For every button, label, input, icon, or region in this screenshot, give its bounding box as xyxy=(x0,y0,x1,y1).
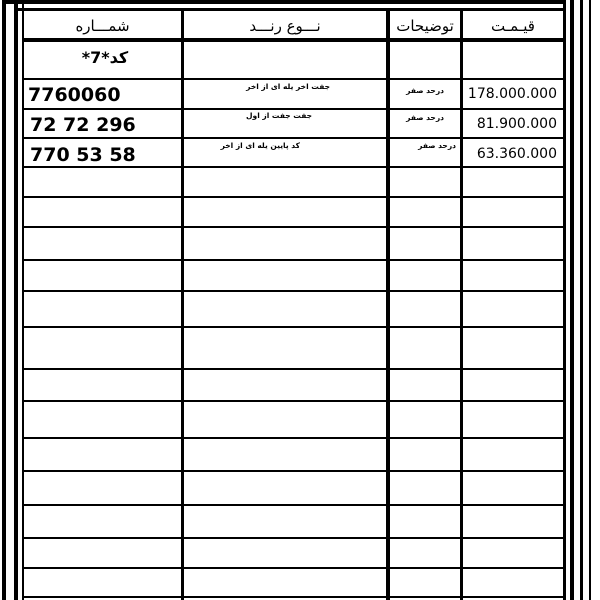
frame-top xyxy=(2,0,563,4)
header-number: شمـــاره xyxy=(75,17,130,35)
row-line xyxy=(22,537,563,539)
frame-right-1 xyxy=(563,0,566,600)
frame-right-3 xyxy=(580,0,583,600)
row-line xyxy=(22,470,563,472)
row-line xyxy=(22,368,563,370)
row-2-description: درحد صفر xyxy=(406,113,444,122)
code-label: کد*7* xyxy=(81,48,129,67)
row-3-price: 63.360.000 xyxy=(476,146,557,162)
row-line xyxy=(22,596,563,598)
col-sep-1 xyxy=(181,10,184,600)
row-line xyxy=(22,166,563,168)
row-line xyxy=(22,259,563,261)
row-line xyxy=(22,504,563,506)
row-2-number: 72 72 296 xyxy=(30,114,136,136)
row-1-price: 178.000.000 xyxy=(467,86,557,102)
row-line xyxy=(22,326,563,328)
row-3-type: کد پایین یله ای از اخر xyxy=(220,141,300,150)
header-divider xyxy=(22,38,563,42)
header-price: قیـمـت xyxy=(491,17,535,35)
frame-right-2 xyxy=(570,0,574,600)
row-1-description: درحد صفر xyxy=(406,86,444,95)
frame-top-2 xyxy=(14,8,563,11)
row-line xyxy=(22,78,563,80)
header-type: نـــوع رنـــد xyxy=(249,17,321,35)
col-sep-2 xyxy=(386,10,390,600)
row-line xyxy=(22,290,563,292)
row-2-type: جفت جفت از اول xyxy=(246,111,312,120)
frame-left-inner2 xyxy=(22,0,24,600)
row-line xyxy=(22,567,563,569)
frame-left-outer xyxy=(2,0,6,600)
row-line xyxy=(22,400,563,402)
header-description: توضیحات xyxy=(396,17,454,35)
row-line xyxy=(22,226,563,228)
row-3-number: 770 53 58 xyxy=(30,144,136,166)
row-1-type: جفت اخر یله ای از اخر xyxy=(246,82,330,91)
row-line xyxy=(22,137,563,139)
row-2-price: 81.900.000 xyxy=(476,116,557,132)
row-line xyxy=(22,108,563,110)
row-3-description: درحد صفر xyxy=(418,141,456,150)
frame-right-4 xyxy=(589,0,591,600)
row-1-number: 7760060 xyxy=(28,84,121,106)
frame-left-inner xyxy=(14,0,18,600)
row-line xyxy=(22,196,563,198)
row-line xyxy=(22,437,563,439)
